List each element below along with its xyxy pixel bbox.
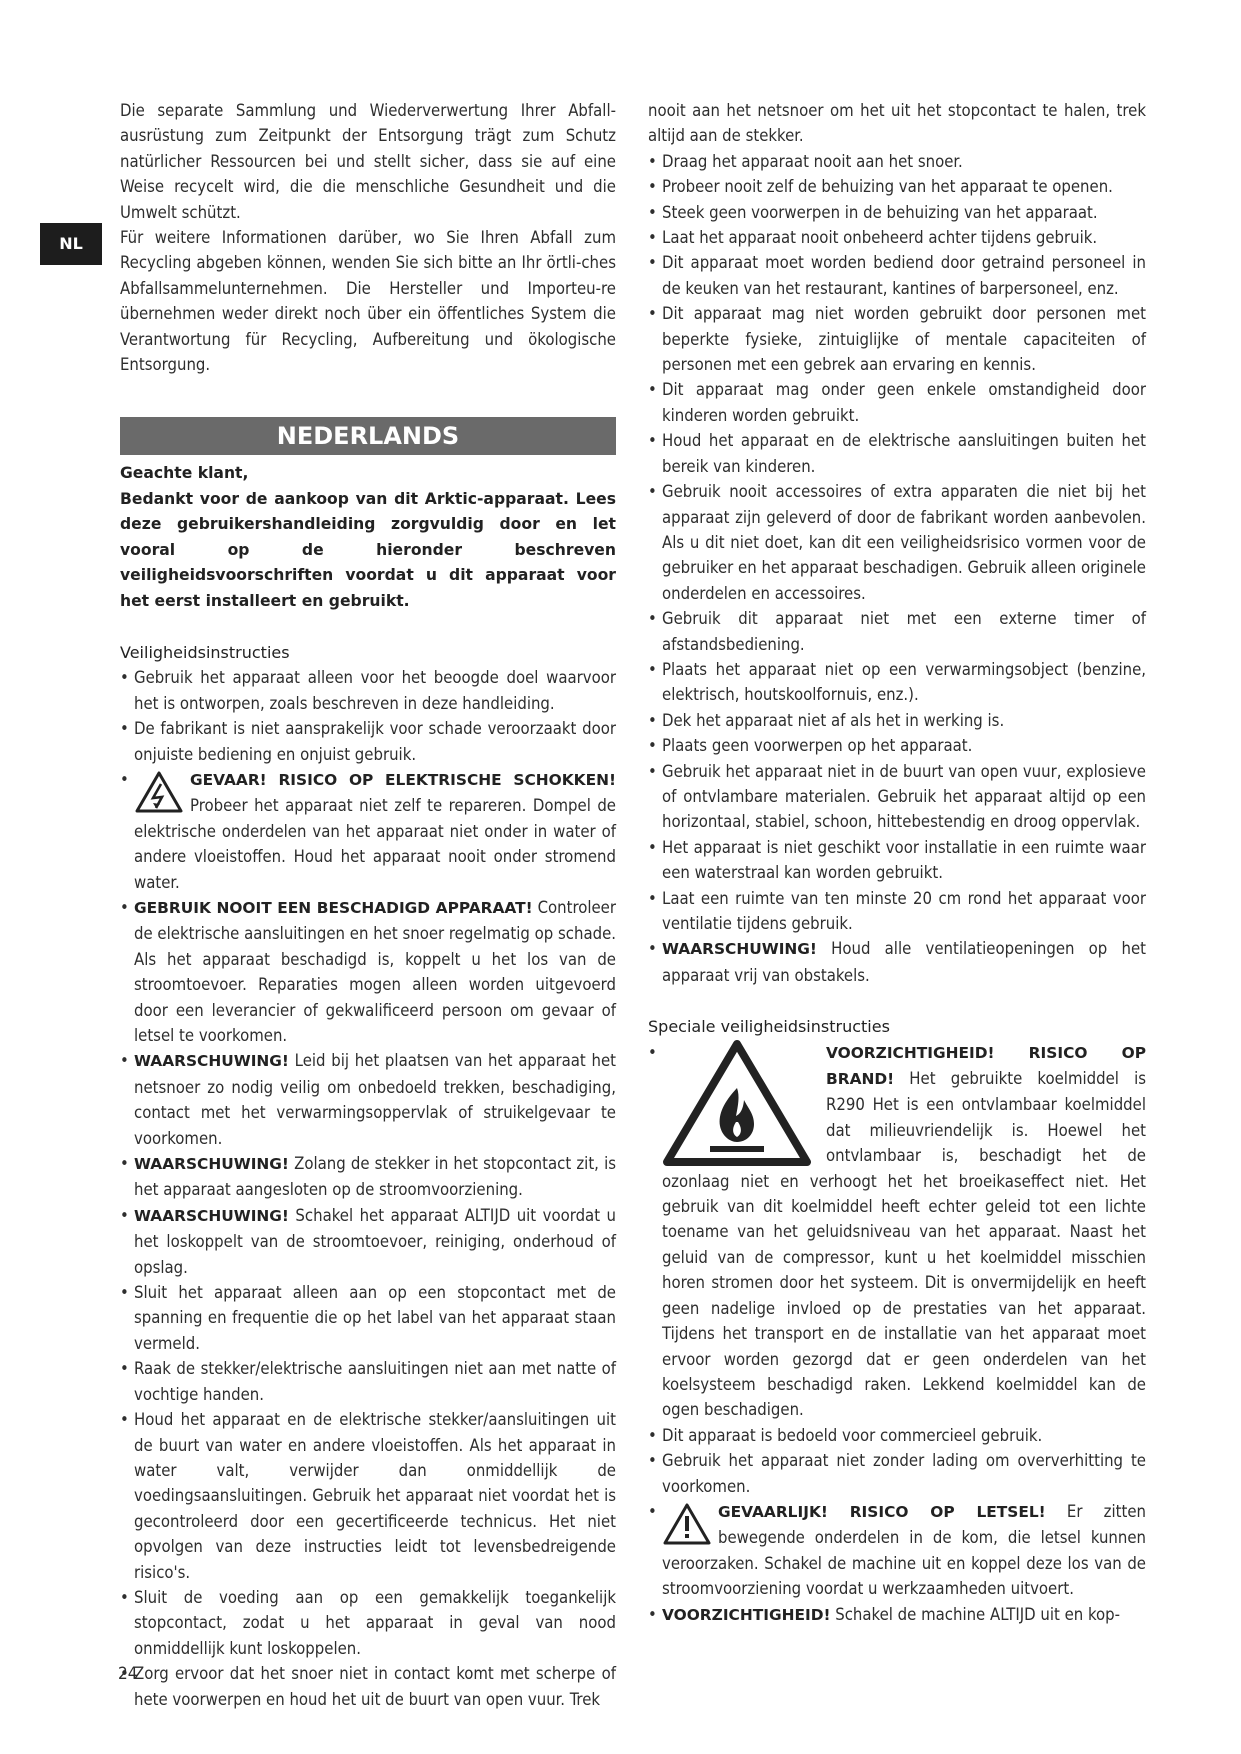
safety-list-continued [648, 149, 1146, 988]
list-item: • Plaats geen voorwerpen op het apparaat. [648, 733, 1146, 758]
list-item: • Houd het apparaat en de elektrische stekker/aansluitingen uit de buurt van water en andere vloeistoffen. Als het apparaat in water valt, verwijder dan onmiddellijk de voedingsaansluitingen. Gebruik het apparaat niet voordat het is gecontroleerd door een gecertificeerde technicus. Het niet opvolgen van deze instructies leidt tot levensbedreigende risico's. [120, 1407, 616, 1585]
language-tab-nl: NL [40, 223, 102, 265]
list-item: • Gebruik het apparaat niet in de buurt van open vuur, explosieve of ontvlambare materialen. Gebruik het apparaat altijd op een horizontaal, stabiel, schoon, hittebestendig en droog oppervlak. [648, 759, 1146, 835]
safety-list [120, 665, 616, 1712]
greeting: Geachte klant, [120, 464, 249, 483]
safety-heading: Veiligheidsinstructies [120, 642, 290, 662]
list-item: • Sluit de voeding aan op een gemakkelijk toegankelijk stopcontact, zodat u het apparaat in geval van nood onmiddellijk kunt loskoppelen. [120, 1585, 616, 1661]
list-item: • Het apparaat is niet geschikt voor installatie in een ruimte waar een waterstraal kan worden gebruikt. [648, 835, 1146, 886]
flammable-warning-icon [662, 1038, 812, 1168]
section-banner: NEDERLANDS [120, 417, 616, 455]
list-item: • Laat een ruimte van ten minste 20 cm rond het apparaat voor ventilatie tijdens gebruik. [648, 886, 1146, 937]
injury-warning-icon [662, 1502, 712, 1546]
list-item: • Dek het apparaat niet af als het in werking is. [648, 708, 1146, 733]
left-column [120, 98, 616, 1712]
german-paragraph: Für weitere Informationen darüber, wo Sie Ihren Abfall zum Recycling abgeben können, wenden Sie sich bitte an Ihr örtli-ches Abfallsammelunternehmen. Die Hersteller und Importeu-re übernehmen weder direkt noch über ein öffentliches System die Verantwortung für Recycling, Aufbereitung und ökologische Entsorgung. [120, 228, 616, 375]
list-item: • Laat het apparaat nooit onbeheerd achter tijdens gebruik. [648, 225, 1146, 250]
list-item: • VOORZICHTIGHEID! RISICO OP BRAND! Het gebruikte koelmiddel is R290 Het is een ontvlambaar koelmiddel dat milieuvriendelijk is. Hoewel het ontvlambaar is, beschadigt het de ozonlaag niet en verhoogt het het broeikaseffect niet. Het gebruik van dit koelmiddel heeft echter geleid tot een lichte toename van het geluidsniveau van het apparaat. Naast het geluid van de compressor, kunt u het koelmiddel misschien horen stromen door het systeem. Dit is onvermijdelijk en heeft geen nadelige invloed op de prestaties van het apparaat. Tijdens het transport en de installatie van het apparaat moet ervoor worden gezorgd dat er geen onderdelen van het koelsysteem beschadigd raken. Lekkend koelmiddel kan de ogen beschadigen. [648, 1040, 1146, 1423]
german-paragraph: Die separate Sammlung und Wiederverwertung Ihrer Abfall-ausrüstung zum Zeitpunkt der Entsorgung trägt zum Schutz natürlicher Ressourcen bei und stellt sicher, dass sie auf eine Weise recycelt wird, die die menschliche Gesundheit und die Umwelt schützt. [120, 101, 616, 222]
special-safety-heading: Speciale veiligheidsinstructies [648, 1017, 890, 1037]
list-item: • Sluit het apparaat alleen aan op een stopcontact met de spanning en frequentie die op het label van het apparaat staan vermeld. [120, 1280, 616, 1356]
list-item: • WAARSCHUWING! Leid bij het plaatsen van het apparaat het netsnoer zo nodig veilig om onbedoeld trekken, beschadiging, contact met het verwarmingsoppervlak of struikelgevaar te voorkomen. [120, 1048, 616, 1151]
page-number: 24 [118, 1664, 138, 1684]
list-item: • Dit apparaat mag onder geen enkele omstandigheid door kinderen worden gebruikt. [648, 377, 1146, 428]
list-item: • Steek geen voorwerpen in de behuizing van het apparaat. [648, 200, 1146, 225]
list-item: • Gebruik nooit accessoires of extra apparaten die niet bij het apparaat zijn geleverd of door de fabrikant worden aanbevolen. Als u dit niet doet, kan dit een veiligheidsrisico vormen voor de gebruiker en het apparaat beschadigen. Gebruik alleen originele onderdelen en accessoires. [648, 479, 1146, 606]
list-item: • WAARSCHUWING! Schakel het apparaat ALTIJD uit voordat u het loskoppelt van de stroomtoevoer, reiniging, onderhoud of opslag. [120, 1203, 616, 1280]
special-safety-list [648, 1040, 1146, 1628]
continued-text: nooit aan het netsnoer om het uit het stopcontact te halen, trek altijd aan de stekker. [648, 101, 1146, 146]
list-item: • Plaats het apparaat niet op een verwarmingsobject (benzine, elektrisch, houtskoolfornuis, enz.). [648, 657, 1146, 708]
list-item: • WAARSCHUWING! Zolang de stekker in het stopcontact zit, is het apparaat aangesloten op de stroomvoorziening. [120, 1151, 616, 1203]
list-item: • Zorg ervoor dat het snoer niet in contact komt met scherpe of hete voorwerpen en houd het uit de buurt van open vuur. Trek [120, 1661, 616, 1712]
list-item: • Dit apparaat moet worden bediend door getraind personeel in de keuken van het restaurant, kantines of barpersoneel, enz. [648, 250, 1146, 301]
list-item: • Raak de stekker/elektrische aansluitingen niet aan met natte of vochtige handen. [120, 1356, 616, 1407]
list-item: • VOORZICHTIGHEID! Schakel de machine ALTIJD uit en kop- [648, 1602, 1146, 1628]
list-item: • Gebruik dit apparaat niet met een externe timer of afstandsbediening. [648, 606, 1146, 657]
list-item: • Gebruik het apparaat niet zonder lading om oververhitting te voorkomen. [648, 1448, 1146, 1499]
list-item: • De fabrikant is niet aansprakelijk voor schade veroorzaakt door onjuiste bediening en onjuist gebruik. [120, 716, 616, 767]
list-item: • Dit apparaat is bedoeld voor commercieel gebruik. [648, 1423, 1146, 1448]
list-item: • GEVAAR! RISICO OP ELEKTRISCHE SCHOKKEN! Probeer het apparaat niet zelf te repareren. Dompel de elektrische onderdelen van het apparaat niet onder in water of andere vloeistoffen. Houd het apparaat nooit onder stromend water. [120, 767, 616, 895]
electric-shock-warning-icon [134, 770, 184, 814]
list-item: • Gebruik het apparaat alleen voor het beoogde doel waarvoor het is ontworpen, zoals beschreven in deze handleiding. [120, 665, 616, 716]
list-item: • Draag het apparaat nooit aan het snoer. [648, 149, 1146, 174]
list-item: • Probeer nooit zelf de behuizing van het apparaat te openen. [648, 174, 1146, 199]
list-item: • GEVAARLIJK! RISICO OP LETSEL! Er zitten bewegende onderdelen in de kom, die letsel kunnen veroorzaken. Schakel de machine uit en koppel deze los van de stroomvoorziening voordat u werkzaamheden uitvoert. [648, 1499, 1146, 1602]
list-item: • Houd het apparaat en de elektrische aansluitingen buiten het bereik van kinderen. [648, 428, 1146, 479]
list-item: • Dit apparaat mag niet worden gebruikt door personen met beperkte fysieke, zintuiglijke of mentale capaciteiten of personen met een gebrek aan ervaring en kennis. [648, 301, 1146, 377]
list-item: • GEBRUIK NOOIT EEN BESCHADIGD APPARAAT! Controleer de elektrische aansluitingen en het snoer regelmatig op schade. Als het apparaat beschadigd is, koppelt u het los van de stroomtoevoer. Reparaties mogen alleen worden uitgevoerd door een leverancier of gekwalificeerd persoon om gevaar of letsel te voorkomen. [120, 895, 616, 1048]
right-column [648, 98, 1146, 1628]
intro-text: Bedankt voor de aankoop van dit Arktic-apparaat. Lees deze gebruikershandleiding zorgvuldig door en let vooral op de hieronder beschreven veiligheidsvoorschriften voordat u dit apparaat voor het eerst installeert en gebruikt. [120, 489, 616, 610]
list-item: • WAARSCHUWING! Houd alle ventilatieopeningen op het apparaat vrij van obstakels. [648, 936, 1146, 988]
